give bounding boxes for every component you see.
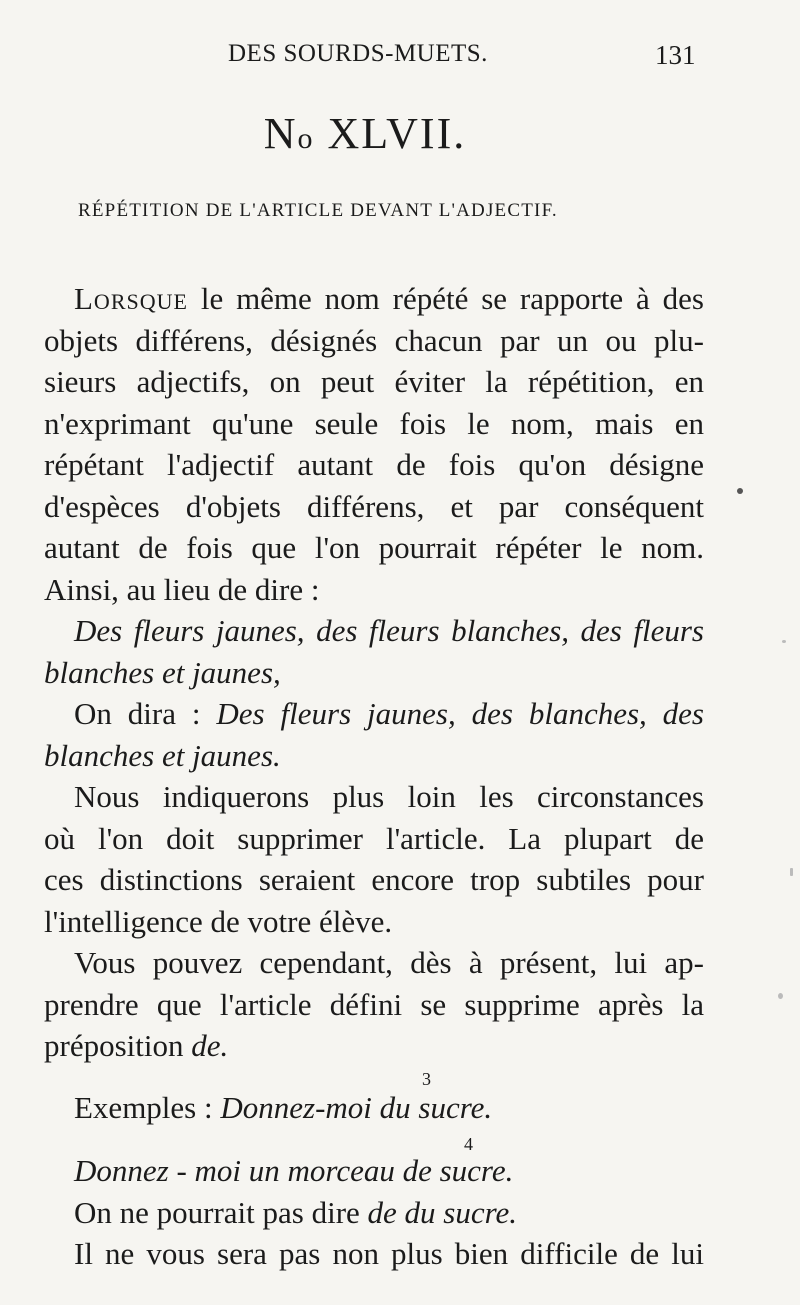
footnote-marker: 3 (422, 1068, 431, 1089)
section-number-sup: o (297, 122, 315, 155)
marker-row (44, 1067, 704, 1087)
text-span: Exemples : (74, 1089, 213, 1125)
footnote-marker: 4 (464, 1134, 473, 1154)
paper-speck (790, 868, 793, 876)
example-line: blanches et jaunes. (44, 737, 281, 773)
example-line: Donnez - moi un morceau de sucre. (74, 1153, 514, 1188)
text-line: où l'on doit supprimer l'article. La plupart de (44, 820, 704, 856)
text-line: objets différens, désignés chacun par un ou plu- (44, 322, 704, 358)
italic-span: de du sucre. (367, 1194, 518, 1230)
text-line: répétant l'adjectif autant de fois qu'on désigne (44, 447, 704, 482)
text-line: l'intelligence de votre élève. (44, 903, 393, 939)
text-line: Ainsi, au lieu de dire : (44, 571, 320, 607)
text-line: ces distinctions seraient encore trop subtiles pour (44, 862, 704, 897)
paper-speck (737, 488, 743, 494)
paper-speck (778, 993, 783, 999)
body-text (44, 278, 704, 1275)
section-number-prefix: N (263, 109, 298, 158)
text-line (44, 1192, 704, 1234)
page-number: 131 (655, 40, 696, 70)
section-number-roman: XLVII. (327, 109, 467, 158)
dropcap-word: Lorsque (74, 281, 188, 316)
section-number (0, 108, 730, 159)
italic-span: Des fleurs jaunes, des blanches, des (216, 696, 704, 731)
text-span: On dira : (74, 696, 201, 731)
text-span: On ne pourrait pas dire (74, 1194, 360, 1230)
example-line: blanches et jaunes, (44, 654, 281, 690)
italic-span: de. (191, 1028, 229, 1063)
paper-speck (782, 640, 786, 643)
text-span: le même nom répété se rapporte à des (200, 281, 704, 316)
text-line: sieurs adjectifs, on peut éviter la répétition, en (44, 364, 704, 399)
running-header (0, 36, 800, 76)
running-title: DES SOURDS-MUETS. (228, 40, 488, 67)
text-line (44, 278, 704, 320)
example-line (44, 1087, 704, 1129)
example-line: Des fleurs jaunes, des fleurs blanches, des fleurs (74, 613, 704, 648)
text-line: d'espèces d'objets différens, et par conséquent (44, 488, 704, 524)
text-line: Il ne vous sera pas non plus bien difficile de lui (74, 1236, 704, 1271)
example-line (44, 693, 704, 735)
text-line: prendre que l'article défini se supprime après la (44, 986, 704, 1022)
text-line: n'exprimant qu'une seule fois le nom, mais en (44, 405, 704, 441)
text-line: Vous pouvez cependant, dès à présent, lui ap- (74, 945, 704, 980)
italic-span: Donnez-moi du sucre. (220, 1089, 493, 1125)
text-line: Nous indiquerons plus loin les circonstances (74, 779, 704, 814)
text-line (44, 1025, 704, 1067)
text-span: préposition (44, 1028, 184, 1063)
text-line: autant de fois que l'on pourrait répéter le nom. (44, 530, 704, 565)
section-heading: RÉPÉTITION DE L'ARTICLE DEVANT L'ADJECTIF. (78, 200, 558, 221)
marker-row (44, 1128, 704, 1154)
